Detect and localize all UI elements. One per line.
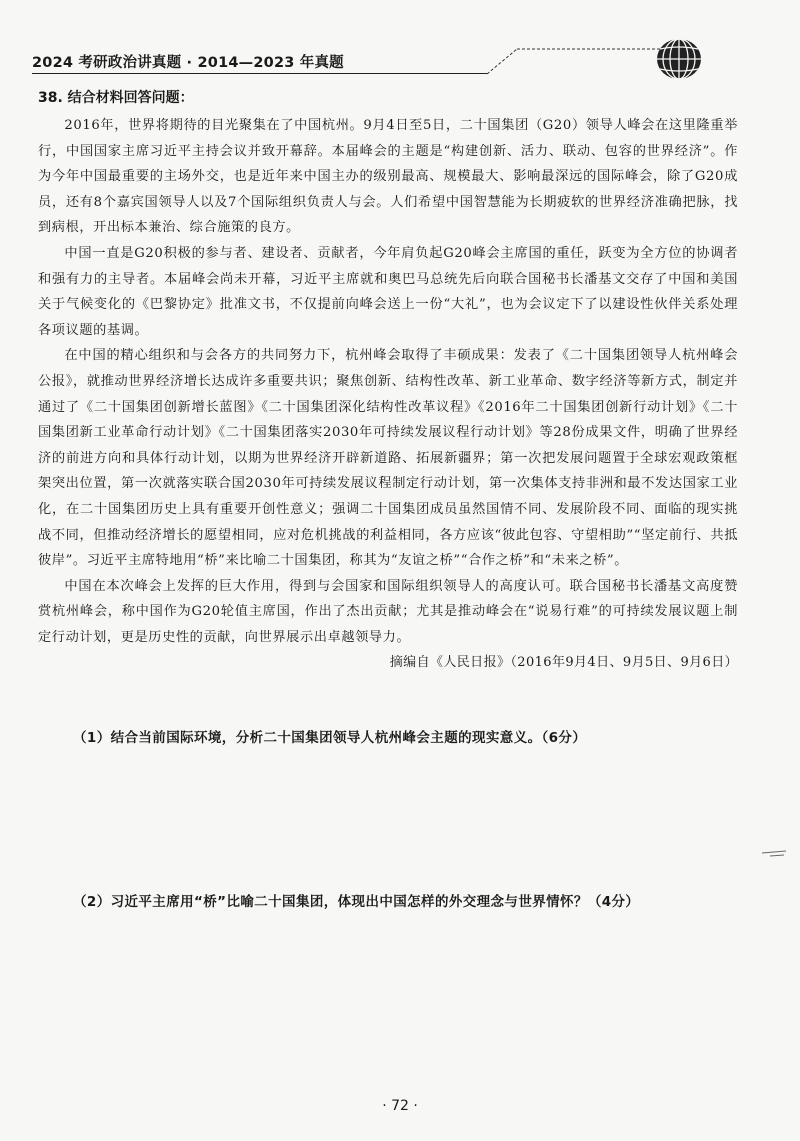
question-heading: 38. 结合材料回答问题： xyxy=(38,90,194,106)
header-rule xyxy=(32,73,487,74)
page-header xyxy=(32,47,652,77)
source-citation: 摘编自《人民日报》（2016年9月4日、9月5日、9月6日） xyxy=(389,655,738,671)
material-paragraph: 中国在本次峰会上发挥的巨大作用，得到与会国家和国际组织领导人的高度认可。联合国秘书长潘基文高度赞赏杭州峰会，称中国作为G20轮值主席国，作出了杰出贡献；尤其是推动峰会在“说易行难”的可持续发展议题上制定行动计划，更是历史性的贡献，向世界展示出卓越领导力。 xyxy=(38,578,738,645)
question-block xyxy=(38,87,738,675)
header-dashed-line xyxy=(487,47,677,75)
material-paragraph: 在中国的精心组织和与会各方的共同努力下，杭州峰会取得了丰硕成果：发表了《二十国集团领导人杭州峰会公报》，就推动世界经济增长达成许多重要共识；聚焦创新、结构性改革、新工业革命、数字经济等新方式，制定并通过了《二十国集团创新增长蓝图》《二十国集团深化结构性改革议程》《2016年二十国集团创新行动计划》《二十国集团新工业革命行动计划》《二十国集团落实2030年可持续发展议程行动计划》等28份成果文件，明确了世界经济的前进方向和具体行动计划，以期为世界经济开辟新道路、拓展新疆界；第一次把发展问题置于全球宏观政策框架突出位置，第一次就落实联合国2030年可持续发展议程制定行动计划，第一次集体支持非洲和最不发达国家工业化，在二十国集团历史上具有重要开创性意义；强调二十国集团成员虽然国情不同、发展阶段不同、面临的现实挑战不同，但推动经济增长的愿望相同，应对危机挑战的利益相同，各方应该“彼此包容、守望相助”“坚定前行、共抵彼岸”。习近平主席特地用“桥”来比喻二十国集团，称其为“友谊之桥”“合作之桥”和“未来之桥”。 xyxy=(38,348,738,569)
sub-question-1: （1）结合当前国际环境，分析二十国集团领导人杭州峰会主题的现实意义。（6分） xyxy=(73,730,587,746)
material-paragraph: 2016年，世界将期待的目光聚集在了中国杭州。9月4日至5日，二十国集团（G20）领导人峰会在这里隆重举行，中国国家主席习近平主持会议并致开幕辞。本届峰会的主题是“构建创新、活力、联动、包容的世界经济”。作为今年中国最重要的主场外交，也是近年来中国主办的级别最高、规模最大、影响最深远的国际峰会，除了G20成员，还有8个嘉宾国领导人以及7个国际组织负责人与会。人们希望中国智慧能为长期疲软的世界经济准确把脉，找到病根，开出标本兼治、综合施策的良方。 xyxy=(38,118,738,236)
header-title: 2024 考研政治讲真题 · 2014—2023 年真题 xyxy=(32,55,344,71)
sub-question-2: （2）习近平主席用“桥”比喻二十国集团，体现出中国怎样的外交理念与世界情怀？（4分） xyxy=(73,894,640,910)
material-paragraph: 中国一直是G20积极的参与者、建设者、贡献者，今年肩负起G20峰会主席国的重任，跃变为全方位的协调者和强有力的主导者。本届峰会尚未开幕，习近平主席就和奥巴马总统先后向联合国秘书长潘基文交存了中国和美国关于气候变化的《巴黎协定》批准文书，不仅提前向峰会送上一份“大礼”，也为会议定下了以建设性伙伴关系处理各项议题的基调。 xyxy=(38,245,738,338)
page-number: · 72 · xyxy=(382,1098,418,1114)
globe-icon xyxy=(652,34,706,84)
scan-mark xyxy=(760,847,790,859)
